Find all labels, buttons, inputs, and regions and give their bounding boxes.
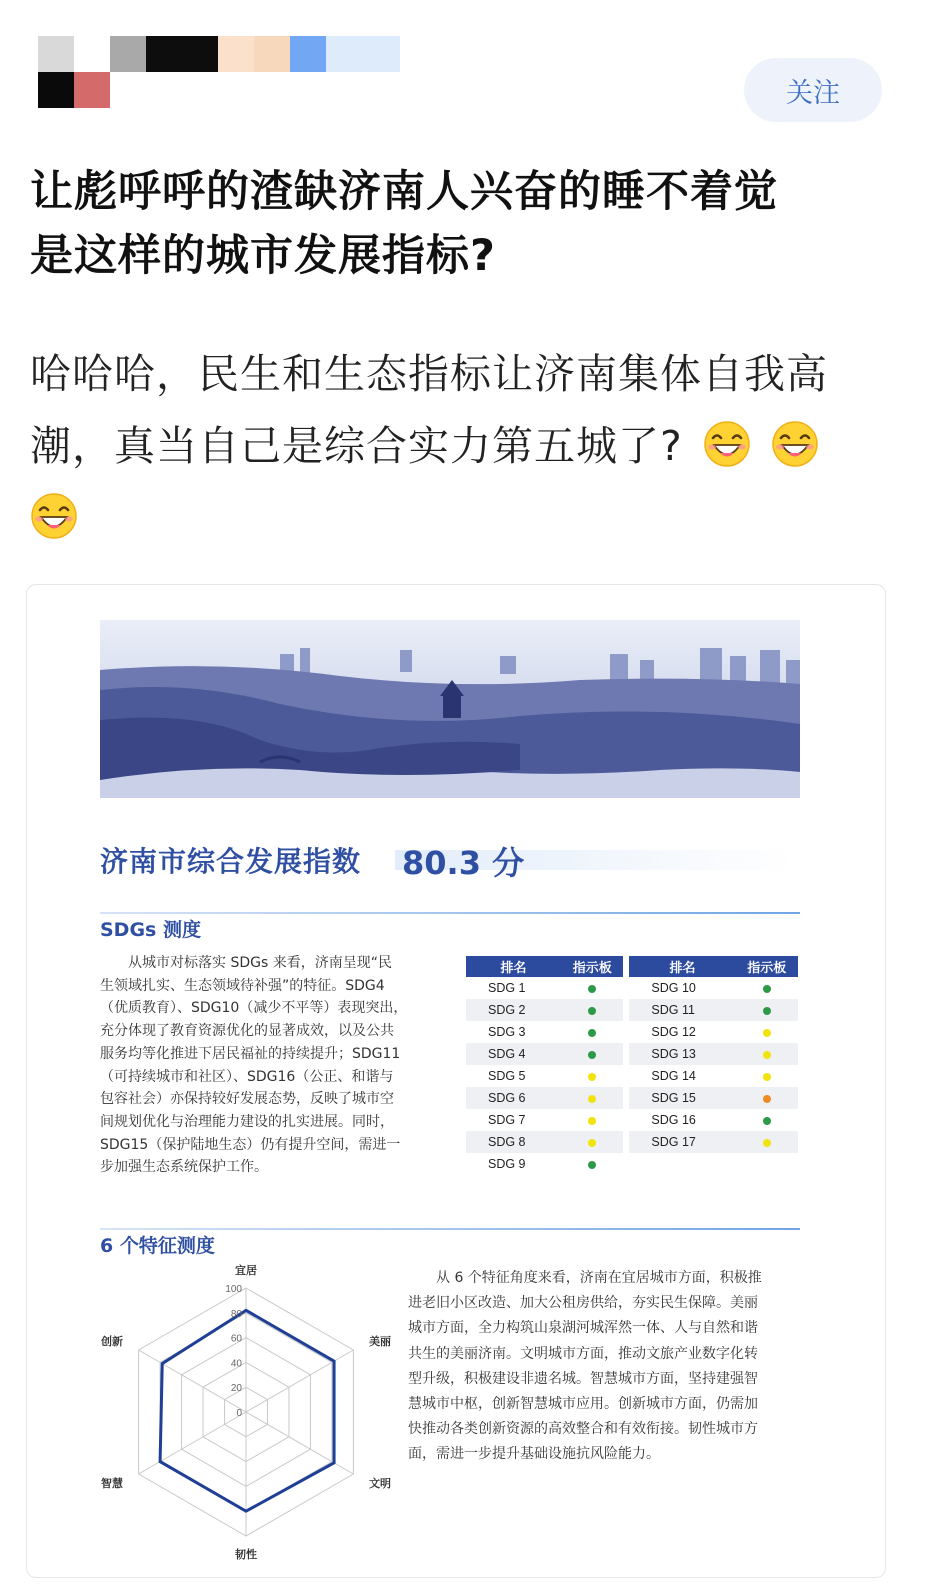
paragraph-line: 生领域扎实、生态领域待补强”的特征。SDG4	[100, 977, 385, 994]
paragraph-line: 从城市对标落实 SDGs 来看，济南呈现“民	[128, 955, 392, 971]
radar-scale-tick: 80	[230, 1308, 242, 1320]
radar-scale-tick: 60	[230, 1333, 242, 1345]
sdg-name-cell: SDG 17	[629, 1131, 735, 1153]
document-score: 80.3 分	[402, 844, 525, 882]
status-dot-yellow	[588, 1073, 596, 1081]
status-cell	[561, 1153, 623, 1175]
status-cell	[736, 999, 798, 1021]
paragraph-line: 服务均等化推进下居民福祉的持续提升；SDG11	[100, 1045, 401, 1062]
grinning-face-icon	[771, 418, 819, 466]
paragraph-line: （可持续城市和社区）、SDG16（公正、和谐与	[100, 1068, 394, 1085]
table-row	[466, 1109, 798, 1131]
status-cell	[561, 1021, 623, 1043]
user-avatar-obscured[interactable]	[38, 36, 400, 110]
paragraph-line: 慧城市中枢，创新智慧城市应用。创新城市方面，仍需加	[408, 1396, 758, 1413]
table-row	[466, 999, 798, 1021]
sdg-ranking-table	[466, 956, 798, 1175]
radar-axis-label: 智慧	[101, 1477, 124, 1490]
status-dot-green	[588, 1007, 596, 1015]
sdg-name-cell: SDG 4	[466, 1043, 561, 1065]
paragraph-line: 包容社会）亦保持较好发展态势，反映了城市空	[100, 1091, 394, 1108]
radar-axis-label: 创新	[101, 1335, 124, 1348]
status-dot-orange	[763, 1095, 771, 1103]
sdg-name-cell: SDG 9	[488, 1157, 526, 1171]
radar-spoke	[246, 1412, 353, 1474]
sdg-name-cell: SDG 3	[488, 1025, 526, 1039]
paragraph-line: 进老旧小区改造、加大公租房供给，夯实民生保障。美丽	[408, 1295, 758, 1312]
radar-axis-label: 文明	[368, 1477, 391, 1490]
post-body	[30, 338, 890, 554]
status-cell	[736, 1131, 798, 1153]
paragraph-line: 面，需进一步提升基础设施抗风险能力。	[408, 1446, 660, 1463]
feature-section-heading: 6 个特征测度	[100, 1235, 215, 1257]
status-cell	[561, 999, 623, 1021]
radar-chart	[101, 1262, 391, 1578]
sdg-section-heading: SDGs 测度	[100, 919, 201, 941]
status-dot-green	[763, 1007, 771, 1015]
radar-axis-label: 宜居	[235, 1264, 257, 1277]
radar-chart-svg	[101, 1262, 391, 1578]
paragraph-line: 从 6 个特征角度来看，济南在宜居城市方面，积极推	[436, 1270, 762, 1286]
status-cell	[561, 1065, 623, 1087]
status-cell	[736, 977, 798, 999]
sdg-name-cell: SDG 12	[651, 1025, 696, 1039]
sdg-name-cell: SDG 10	[651, 981, 696, 995]
paragraph-line: 充分体现了教育资源优化的显著成效，以及公共	[100, 1023, 394, 1040]
table-row	[466, 1131, 798, 1153]
radar-scale-tick: 20	[230, 1383, 242, 1395]
status-cell	[736, 1087, 798, 1109]
paragraph-line: 快推动各类创新资源的高效整合和有效衔接。韧性城市方	[408, 1421, 758, 1438]
sdg-name-cell: SDG 2	[466, 999, 561, 1021]
sdg-name-cell: SDG 5	[488, 1069, 526, 1083]
section-divider	[100, 1228, 800, 1230]
paragraph-line: 间规划优化与治理能力建设的扎实进展。同时，	[100, 1113, 394, 1130]
status-dot-yellow	[763, 1139, 771, 1147]
status-dot-green	[588, 1029, 596, 1037]
status-cell	[736, 1109, 798, 1131]
table-header: 指示板	[736, 956, 798, 977]
city-skyline-illustration	[100, 620, 800, 798]
paragraph-line: （优质教育）、SDG10（减少不平等）表现突出，	[100, 1000, 408, 1017]
feature-section-paragraph	[408, 1266, 800, 1468]
radar-scale-tick: 40	[230, 1358, 242, 1370]
post-body-line-3	[30, 482, 890, 554]
sdg-name-cell: SDG 14	[651, 1069, 696, 1083]
sdg-name-cell: SDG 11	[629, 999, 735, 1021]
table-row	[466, 1043, 798, 1065]
post-body-line-1: 哈哈哈，民生和生态指标让济南集体自我高	[30, 350, 828, 398]
table-row	[466, 1021, 798, 1043]
post-body-line-2-text: 潮，真当自己是综合实力第五城了?	[30, 422, 683, 470]
table-row	[466, 1153, 798, 1175]
table-header: 排名	[466, 956, 561, 977]
table-row	[466, 1065, 798, 1087]
paragraph-line: SDG15（保护陆地生态）仍有提升空间，需进一	[100, 1136, 401, 1153]
city-skyline-photo	[100, 620, 800, 798]
status-dot-yellow	[588, 1095, 596, 1103]
sdg-section-paragraph	[100, 952, 444, 1179]
sdg-name-cell: SDG 7	[488, 1113, 526, 1127]
sdg-name-cell: SDG 8	[466, 1131, 561, 1153]
radar-spoke	[139, 1412, 246, 1474]
sdg-name-cell: SDG 13	[629, 1043, 735, 1065]
paragraph-line: 步加强生态系统保护工作。	[100, 1159, 268, 1176]
section-divider	[100, 912, 800, 914]
post-title	[30, 160, 890, 288]
status-dot-yellow	[763, 1029, 771, 1037]
post-body-line-2	[30, 410, 890, 482]
radar-spoke	[246, 1350, 353, 1412]
status-cell	[736, 1021, 798, 1043]
radar-scale-tick: 100	[225, 1284, 242, 1295]
follow-button[interactable]: 关注	[744, 58, 882, 122]
status-dot-green	[763, 985, 771, 993]
sdg-name-cell: SDG 1	[488, 981, 526, 995]
status-dot-yellow	[588, 1117, 596, 1125]
document-title: 济南市综合发展指数	[100, 845, 362, 878]
grinning-face-icon	[30, 490, 78, 538]
status-dot-green	[588, 985, 596, 993]
radar-series-polygon	[160, 1310, 334, 1511]
sdg-name-cell: SDG 6	[466, 1087, 561, 1109]
status-cell	[736, 1153, 798, 1175]
status-dot-green	[588, 1051, 596, 1059]
status-dot-green	[763, 1117, 771, 1125]
status-cell	[736, 1043, 798, 1065]
status-cell	[561, 977, 623, 999]
status-cell	[736, 1065, 798, 1087]
table-row	[466, 977, 798, 999]
status-dot-yellow	[763, 1073, 771, 1081]
status-cell	[561, 1043, 623, 1065]
post-title-line-1: 让彪呼呼的渣缺济南人兴奋的睡不着觉	[30, 167, 778, 217]
post-title-line-2: 是这样的城市发展指标?	[30, 231, 496, 281]
status-dot-yellow	[763, 1051, 771, 1059]
table-header: 排名	[629, 956, 735, 977]
table-row	[466, 1087, 798, 1109]
sdg-name-cell	[629, 1153, 735, 1175]
sdg-name-cell: SDG 15	[629, 1087, 735, 1109]
status-cell	[561, 1087, 623, 1109]
paragraph-line: 城市方面，全力构筑山泉湖河城浑然一体、人与自然和谐	[408, 1320, 758, 1337]
status-dot-green	[588, 1161, 596, 1169]
status-cell	[561, 1131, 623, 1153]
table-header: 指示板	[561, 956, 623, 977]
grinning-face-icon	[703, 418, 751, 466]
radar-axis-label: 美丽	[368, 1335, 391, 1348]
radar-axis-label: 韧性	[235, 1548, 257, 1561]
status-cell	[561, 1109, 623, 1131]
sdg-name-cell: SDG 16	[651, 1113, 696, 1127]
paragraph-line: 型升级，积极建设非遗名城。智慧城市方面，坚持建强智	[408, 1370, 758, 1387]
radar-scale-tick: 0	[236, 1408, 242, 1419]
paragraph-line: 共生的美丽济南。文明城市方面，推动文旅产业数字化转	[408, 1345, 758, 1362]
status-dot-yellow	[588, 1139, 596, 1147]
